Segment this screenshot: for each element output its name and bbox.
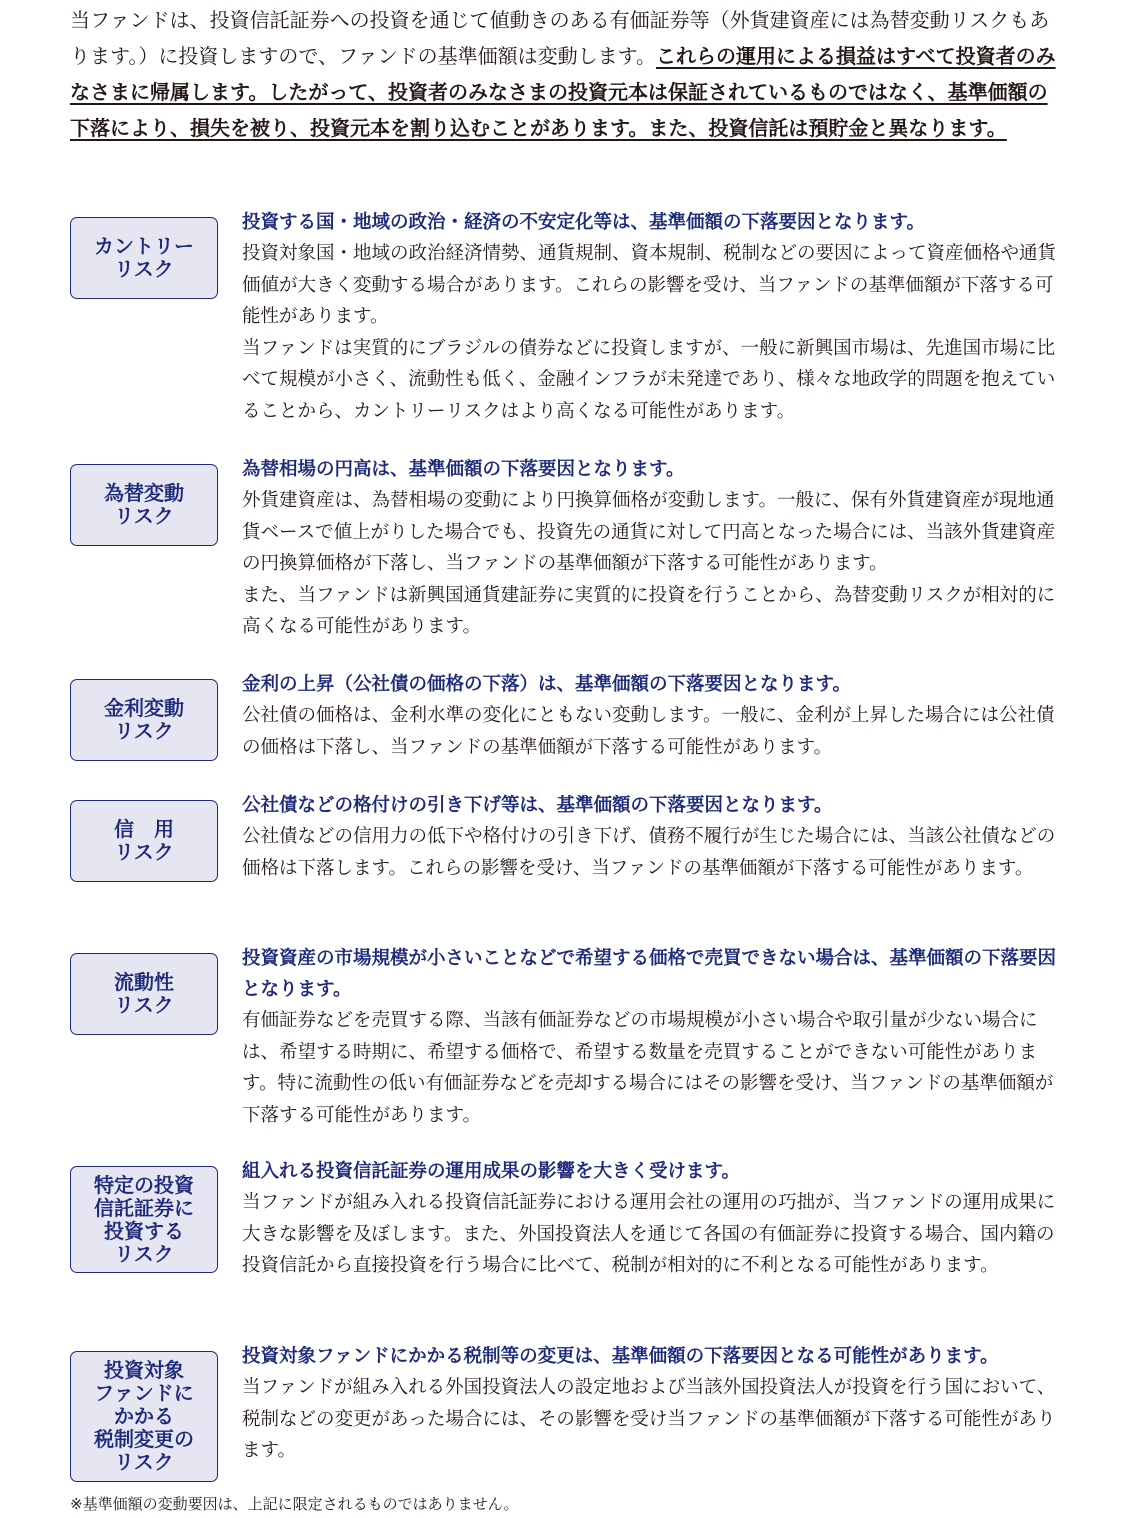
risk-headline-liquidity: 投資資産の市場規模が小さいことなどで希望する価格で売買できない場合は、基準価額の下落要因となります。 xyxy=(242,948,1057,1000)
risk-headline-tax-change: 投資対象ファンドにかかる税制等の変更は、基準価額の下落要因となる可能性があります。 xyxy=(242,1346,999,1367)
risk-content-liquidity xyxy=(242,943,1062,1131)
risk-paragraph-country-1: 投資対象国・地域の政治経済情勢、通貨規制、資本規制、税制などの要因によって資産価格や通貨価値が大きく変動する場合があります。これらの影響を受け、当ファンドの基準価額が下落する可能性があります。 xyxy=(242,243,1057,327)
risk-headline-currency: 為替相場の円高は、基準価額の下落要因となります。 xyxy=(242,459,685,480)
risk-content-interest-rate xyxy=(242,669,1062,763)
risk-content-specific-fund xyxy=(242,1156,1062,1282)
risk-label-country: カントリー リスク xyxy=(70,217,218,299)
risk-paragraph-interest-rate-1: 公社債の価格は、金利水準の変化にともない変動します。一般に、金利が上昇した場合には公社債の価格は下落し、当ファンドの基準価額が下落する可能性があります。 xyxy=(242,705,1055,758)
risk-headline-specific-fund: 組入れる投資信託証券の運用成果の影響を大きく受けます。 xyxy=(242,1161,741,1182)
risk-paragraph-specific-fund-1: 当ファンドが組み入れる投資信託証券における運用会社の運用の巧拙が、当ファンドの運用成果に大きな影響を及ぼします。また、外国投資法人を通じて各国の有価証券に投資する場合、国内籍の投資信託から直接投資を行う場合に比べて、税制が相対的に不利となる可能性があります。 xyxy=(242,1192,1056,1276)
risk-headline-credit: 公社債などの格付けの引き下げ等は、基準価額の下落要因となります。 xyxy=(242,795,833,816)
risk-paragraph-credit-1: 公社債などの信用力の低下や格付けの引き下げ、債務不履行が生じた場合には、当該公社債などの価格は下落します。これらの影響を受け、当ファンドの基準価額が下落する可能性があります。 xyxy=(242,826,1056,879)
risk-label-liquidity: 流動性 リスク xyxy=(70,953,218,1035)
risk-paragraph-currency-2: また、当ファンドは新興国通貨建証券に実質的に投資を行うことから、為替変動リスクが相対的に高くなる可能性があります。 xyxy=(242,584,1056,637)
risk-paragraph-tax-change-1: 当ファンドが組み入れる外国投資法人の設定地および当該外国投資法人が投資を行う国において、税制などの変更があった場合には、その影響を受け当ファンドの基準価額が下落する可能性があります。 xyxy=(242,1377,1056,1461)
risk-headline-interest-rate: 金利の上昇（公社債の価格の下落）は、基準価額の下落要因となります。 xyxy=(242,674,852,695)
risk-content-credit xyxy=(242,790,1062,884)
risk-paragraph-country-2: 当ファンドは実質的にブラジルの債券などに投資しますが、一般に新興国市場は、先進国市場に比べて規模が小さく、流動性も低く、金融インフラが未発達であり、様々な地政学的問題を抱えていることから、カントリーリスクはより高くなる可能性があります。 xyxy=(242,337,1056,422)
intro-text: 当ファンドは、投資信託証券への投資を通じて値動きのある有価証券等（外貨建資産には為替変動リスクもあります。）に投資しますので、ファンドの基準価額は変動します。 xyxy=(70,8,1050,68)
risk-label-specific-fund: 特定の投資 信託証券に 投資する リスク xyxy=(70,1166,218,1273)
risk-headline-country: 投資する国・地域の政治・経済の不安定化等は、基準価額の下落要因となります。 xyxy=(242,212,926,233)
risk-label-currency: 為替変動 リスク xyxy=(70,464,218,546)
risk-paragraph-currency-1: 外貨建資産は、為替相場の変動により円換算価格が変動します。一般に、保有外貨建資産が現地通貨ベースで値上がりした場合でも、投資先の通貨に対して円高となった場合には、当該外貨建資産の円換算価格が下落し、当ファンドの基準価額が下落する可能性があります。 xyxy=(242,490,1056,574)
risk-label-interest-rate: 金利変動 リスク xyxy=(70,679,218,761)
risk-content-country xyxy=(242,207,1062,427)
footnote: ※基準価額の変動要因は、上記に限定されるものではありません。 xyxy=(70,1495,519,1513)
risk-content-currency xyxy=(242,454,1062,643)
intro-emphasis-text: これらの運用による損益はすべて投資者のみなさまに帰属します。したがって、投資者のみなさまの投資元本は保証されているものではなく、基準価額の下落により、損失を被り、投資元本を割り込むことがあります。また、投資信託は預貯金と異なります。 xyxy=(70,44,1056,140)
risk-paragraph-liquidity-1: 有価証券などを売買する際、当該有価証券などの市場規模が小さい場合や取引量が少ない場合には、希望する時期に、希望する価格で、希望する数量を売買することができない可能性があります。特に流動性の低い有価証券などを売却する場合にはその影響を受け、当ファンドの基準価額が下落する可能性があります。 xyxy=(242,1010,1054,1126)
intro-paragraph xyxy=(70,2,1062,146)
risk-label-credit: 信 用 リスク xyxy=(70,800,218,882)
risk-label-tax-change: 投資対象 ファンドに かかる 税制変更の リスク xyxy=(70,1351,218,1482)
risk-content-tax-change xyxy=(242,1341,1062,1467)
